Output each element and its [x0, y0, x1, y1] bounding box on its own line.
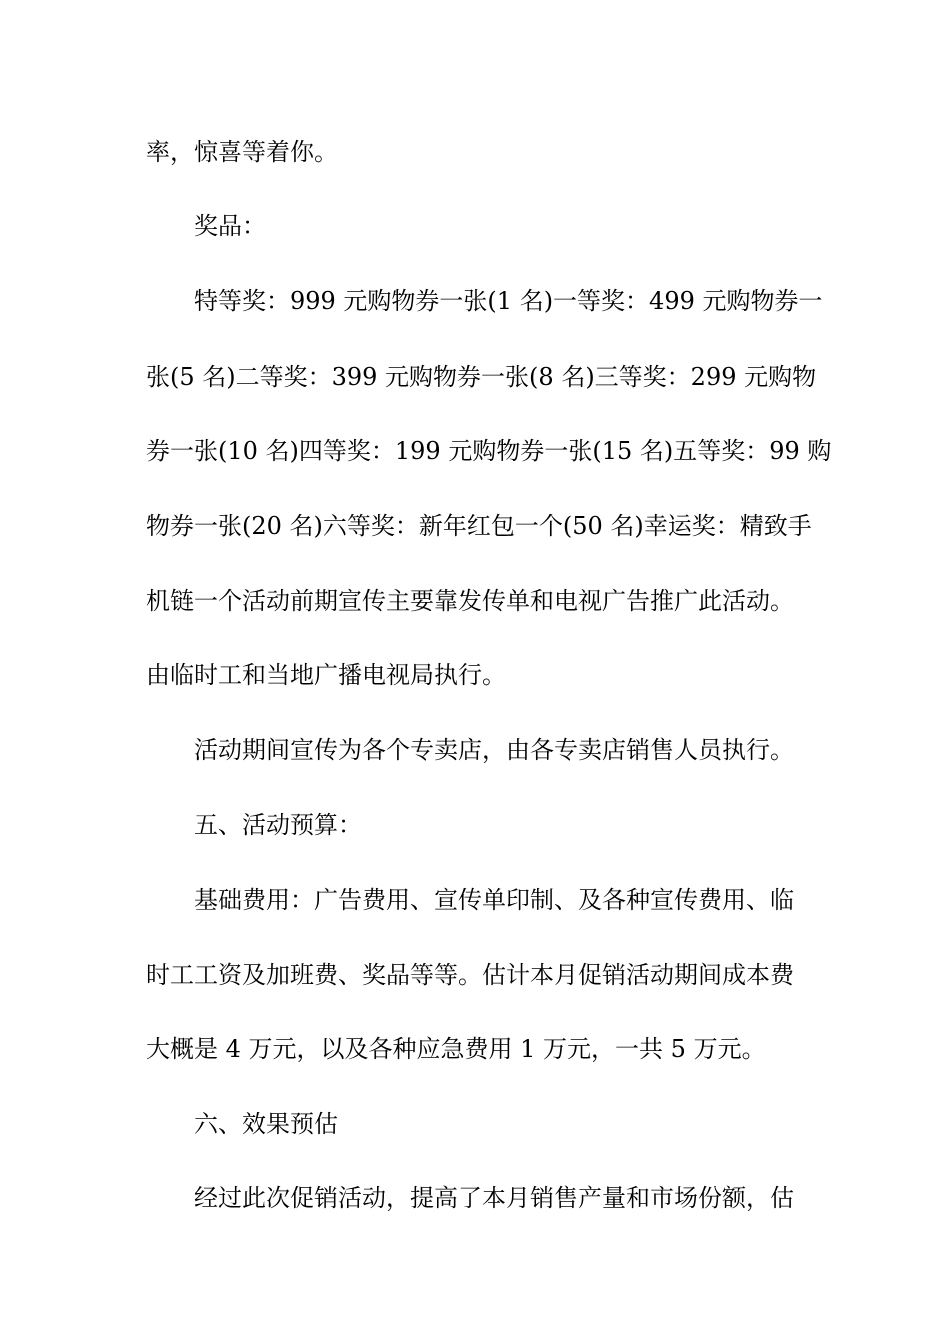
- paragraph-line: 经过此次促销活动，提高了本月销售产量和市场份额，估: [194, 1184, 794, 1212]
- paragraph-line: 物券一张(20 名)六等奖：新年红包一个(50 名)幸运奖：精致手: [146, 512, 812, 540]
- paragraph-line: 大概是 4 万元，以及各种应急费用 1 万元，一共 5 万元。: [146, 1035, 766, 1063]
- paragraph-line: 特等奖：999 元购物券一张(1 名)一等奖：499 元购物券一: [194, 287, 823, 315]
- paragraph-line: 券一张(10 名)四等奖：199 元购物券一张(15 名)五等奖：99 购: [146, 437, 832, 465]
- paragraph-line: 由临时工和当地广播电视局执行。: [146, 661, 506, 689]
- paragraph-line: 时工工资及加班费、奖品等等。估计本月促销活动期间成本费: [146, 961, 794, 989]
- paragraph-line: 机链一个活动前期宣传主要靠发传单和电视广告推广此活动。: [146, 587, 794, 615]
- paragraph-line: 活动期间宣传为各个专卖店，由各专卖店销售人员执行。: [194, 736, 794, 764]
- paragraph-line: 基础费用：广告费用、宣传单印制、及各种宣传费用、临: [194, 886, 794, 914]
- prizes-heading: 奖品：: [194, 212, 266, 240]
- section-heading-effect: 六、效果预估: [194, 1110, 338, 1138]
- paragraph-line: 率，惊喜等着你。: [146, 138, 338, 166]
- section-heading-budget: 五、活动预算：: [194, 811, 362, 839]
- paragraph-line: 张(5 名)二等奖：399 元购物券一张(8 名)三等奖：299 元购物: [146, 363, 817, 391]
